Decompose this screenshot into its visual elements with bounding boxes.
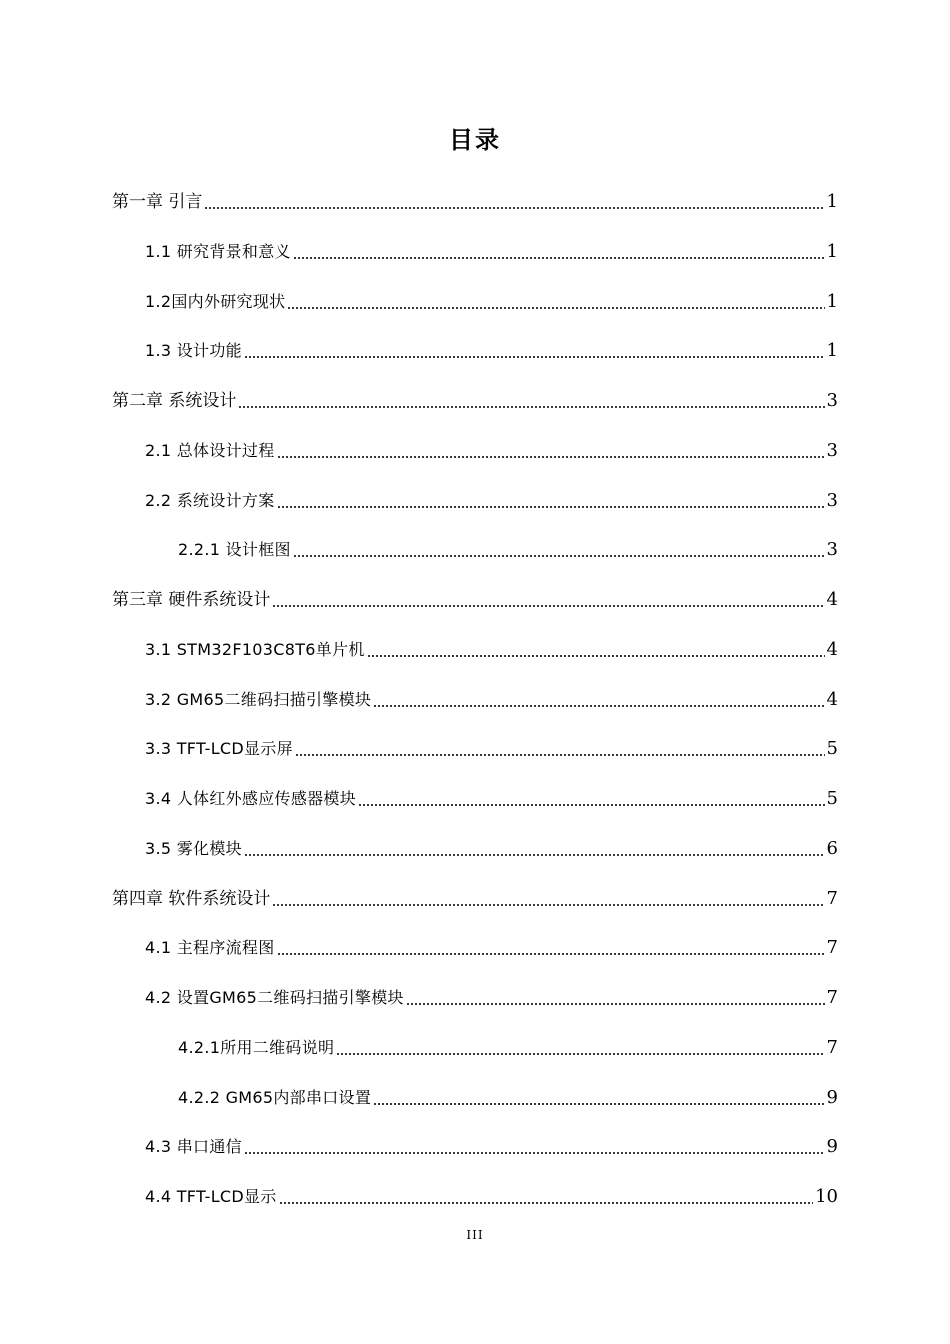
toc-entry[interactable]	[145, 785, 838, 811]
dot-leader	[295, 754, 825, 756]
toc-entry-page-number: 3	[826, 539, 838, 560]
toc-entry-label: 第四章 软件系统设计	[112, 889, 271, 909]
toc-entry-page-number: 7	[826, 987, 838, 1008]
dot-leader	[293, 555, 825, 557]
dot-leader	[204, 207, 824, 209]
toc-entry-label: 1.3 设计功能	[145, 341, 242, 360]
toc-entry[interactable]	[145, 1133, 838, 1159]
toc-entry-label: 第一章 引言	[112, 192, 203, 212]
toc-entry[interactable]	[145, 686, 838, 712]
toc-entry-label: 1.1 研究背景和意义	[145, 242, 291, 261]
toc-entry-page-number: 1	[826, 191, 838, 212]
toc-entry-label: 4.1 主程序流程图	[145, 938, 275, 957]
toc-entry-page-number: 5	[826, 788, 838, 809]
dot-leader	[244, 1152, 825, 1154]
toc-entry-label: 3.3 TFT-LCD显示屏	[145, 739, 293, 758]
toc-entry-page-number: 1	[826, 291, 838, 312]
toc-entry-page-number: 7	[826, 888, 838, 909]
toc-entry-page-number: 7	[826, 1037, 838, 1058]
dot-leader	[406, 1003, 825, 1005]
toc-entry-label: 2.2.1 设计框图	[178, 540, 291, 559]
toc-entry-page-number: 9	[826, 1087, 838, 1108]
toc-entry-page-number: 4	[826, 639, 838, 660]
toc-entry-label: 4.2.1所用二维码说明	[178, 1038, 335, 1057]
dot-leader	[244, 854, 825, 856]
toc-entry[interactable]	[145, 835, 838, 861]
toc-entry[interactable]	[145, 238, 838, 264]
toc-entry[interactable]	[112, 885, 838, 911]
toc-entry-label: 4.4 TFT-LCD显示	[145, 1187, 277, 1206]
dot-leader	[336, 1053, 824, 1055]
dot-leader	[373, 705, 824, 707]
toc-entry[interactable]	[145, 1183, 838, 1209]
toc-entry-page-number: 4	[826, 689, 838, 710]
toc-entry[interactable]	[145, 288, 838, 314]
dot-leader	[272, 904, 824, 906]
page-title: 目录	[449, 126, 501, 154]
toc-entry-page-number: 3	[826, 490, 838, 511]
toc-entry-label: 2.2 系统设计方案	[145, 491, 275, 510]
dot-leader	[277, 456, 825, 458]
dot-leader	[293, 257, 825, 259]
toc-entry[interactable]	[112, 188, 838, 214]
toc-entry-page-number: 1	[826, 241, 838, 262]
dot-leader	[244, 356, 825, 358]
toc-entry-page-number: 1	[826, 340, 838, 361]
dot-leader	[373, 1103, 824, 1105]
toc-entry-label: 3.1 STM32F103C8T6单片机	[145, 640, 365, 659]
toc-entry-label: 3.2 GM65二维码扫描引擎模块	[145, 690, 372, 709]
dot-leader	[367, 655, 825, 657]
toc-entry[interactable]	[112, 387, 838, 413]
toc-entry[interactable]	[178, 1034, 838, 1060]
toc-entry-label: 4.3 串口通信	[145, 1137, 242, 1156]
toc-entry[interactable]	[145, 636, 838, 662]
toc-entry-page-number: 5	[826, 738, 838, 759]
dot-leader	[279, 1202, 813, 1204]
toc-entry-page-number: 9	[826, 1136, 838, 1157]
toc-entry-page-number: 4	[826, 589, 838, 610]
toc-entry[interactable]	[145, 337, 838, 363]
toc-entry-label: 第二章 系统设计	[112, 391, 237, 411]
dot-leader	[277, 506, 825, 508]
toc-entry[interactable]	[145, 934, 838, 960]
toc-entry-label: 3.5 雾化模块	[145, 839, 242, 858]
toc-entry-label: 3.4 人体红外感应传感器模块	[145, 789, 357, 808]
toc-entry-page-number: 10	[815, 1186, 838, 1207]
toc-entry[interactable]	[178, 536, 838, 562]
toc-entry-label: 第三章 硬件系统设计	[112, 590, 271, 610]
toc-entry[interactable]	[178, 1084, 838, 1110]
toc-entry[interactable]	[145, 487, 838, 513]
toc-entry-label: 4.2 设置GM65二维码扫描引擎模块	[145, 988, 404, 1007]
toc-entry-label: 4.2.2 GM65内部串口设置	[178, 1088, 372, 1107]
dot-leader	[238, 406, 824, 408]
toc-entry[interactable]	[145, 984, 838, 1010]
dot-leader	[272, 605, 824, 607]
footer-page-number: III	[466, 1228, 484, 1242]
toc-entry-page-number: 6	[826, 838, 838, 859]
toc-entry-page-number: 3	[826, 440, 838, 461]
toc-entry-label: 2.1 总体设计过程	[145, 441, 275, 460]
toc-entry-page-number: 3	[826, 390, 838, 411]
dot-leader	[287, 307, 824, 309]
dot-leader	[277, 953, 825, 955]
dot-leader	[358, 804, 825, 806]
toc-entry[interactable]	[112, 586, 838, 612]
toc-entry[interactable]	[145, 735, 838, 761]
toc-entry[interactable]	[145, 437, 838, 463]
toc-entry-page-number: 7	[826, 937, 838, 958]
toc-entry-label: 1.2国内外研究现状	[145, 292, 286, 311]
